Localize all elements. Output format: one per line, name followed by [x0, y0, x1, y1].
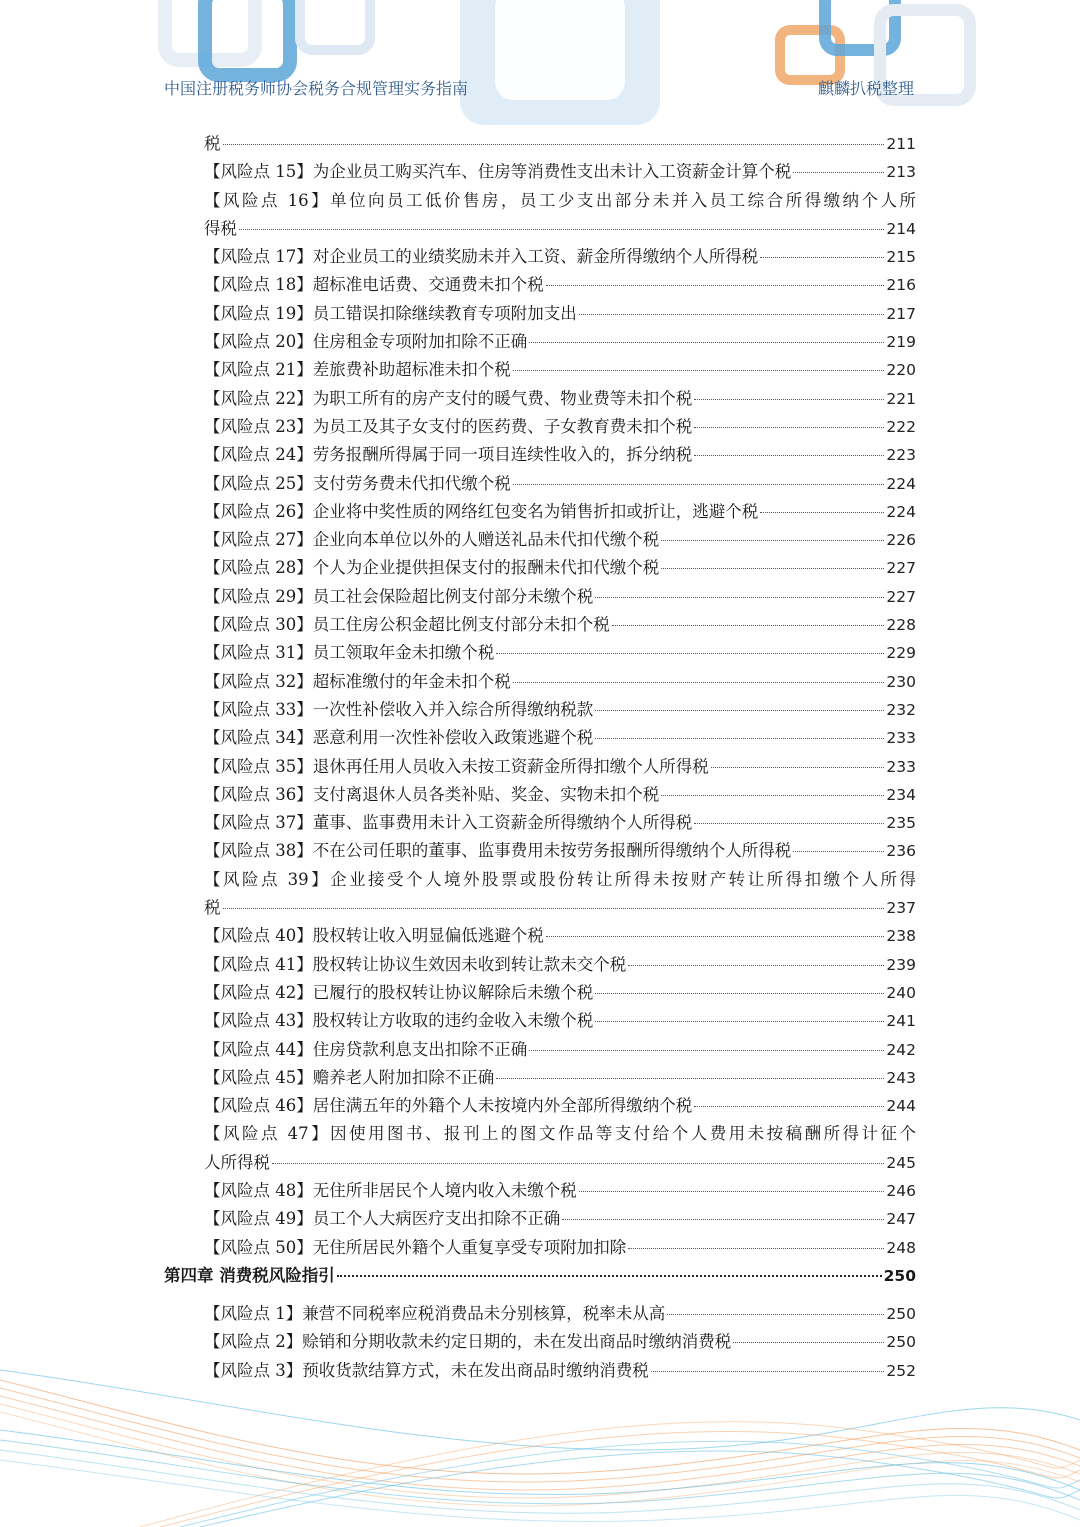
toc-page-number: 233 [886, 757, 916, 776]
toc-page-number: 247 [886, 1210, 916, 1229]
toc-entry-title: 【风险点 50】无住所居民外籍个人重复享受专项附加扣除 [204, 1237, 627, 1257]
toc-entry-title-continuation: 税 [204, 898, 221, 918]
toc-leader-dots [760, 512, 884, 513]
toc-leader-dots [661, 795, 884, 796]
toc-entry[interactable] [204, 1328, 916, 1356]
toc-entry[interactable] [204, 526, 916, 554]
header-source: 麒麟扒税整理 [817, 79, 914, 98]
toc-entry-title: 【风险点 34】恶意利用一次性补偿收入政策逃避个税 [204, 728, 594, 748]
toc-entry-title: 【风险点 18】超标准电话费、交通费未扣个税 [204, 275, 544, 295]
toc-leader-dots [595, 710, 884, 711]
toc-entry-title: 【风险点 23】为员工及其子女支付的医药费、子女教育费未扣个税 [204, 416, 693, 436]
toc-entry[interactable] [204, 243, 916, 271]
toc-entry-title-continuation: 人所得税 [204, 1152, 270, 1172]
toc-entry-title: 【风险点 31】员工领取年金未扣缴个税 [204, 643, 495, 663]
toc-leader-dots [667, 1314, 884, 1315]
toc-entry-title: 【风险点 1】兼营不同税率应税消费品未分别核算，税率未从高 [204, 1304, 666, 1323]
header-decoration [0, 0, 1080, 140]
toc-entry[interactable] [204, 583, 916, 611]
toc-entry-title: 【风险点 26】企业将中奖性质的网络红包变名为销售折扣或折让，逃避个税 [204, 501, 759, 521]
toc-leader-dots [239, 229, 884, 230]
toc-page-number: 229 [886, 644, 916, 663]
toc-entry-title: 【风险点 43】股权转让方收取的违约金收入未缴个税 [204, 1011, 594, 1031]
toc-entry-title: 【风险点 17】对企业员工的业绩奖励未并入工资、薪金所得缴纳个人所得税 [204, 247, 759, 267]
toc-entry-title: 【风险点 35】退休再任用人员收入未按工资薪金所得扣缴个人所得税 [204, 756, 709, 776]
toc-leader-dots [694, 823, 884, 824]
toc-entry-title: 【风险点 44】住房贷款利息支出扣除不正确 [204, 1039, 528, 1059]
toc-page-number: 214 [886, 219, 916, 238]
toc-page-number: 211 [886, 135, 916, 153]
toc-entry[interactable] [204, 894, 916, 922]
toc-entry[interactable] [204, 979, 916, 1007]
toc-entry[interactable] [204, 554, 916, 582]
toc-leader-dots [694, 399, 884, 400]
toc-leader-dots [595, 993, 884, 994]
toc-page-number: 252 [886, 1361, 916, 1380]
toc-page-number: 245 [886, 1153, 916, 1172]
toc-page-number: 217 [886, 304, 916, 323]
toc-entry[interactable] [204, 1177, 916, 1205]
toc-entry[interactable] [204, 470, 916, 498]
toc-entry-continuation[interactable] [204, 130, 916, 158]
toc-entry[interactable] [204, 215, 916, 243]
toc-entry-title: 【风险点 49】员工个人大病医疗支出扣除不正确 [204, 1209, 561, 1229]
toc-leader-dots [496, 653, 884, 654]
toc-entry-title: 【风险点 33】一次性补偿收入并入综合所得缴纳税款 [204, 699, 594, 719]
toc-page-number: 234 [886, 785, 916, 804]
toc-entry-title: 【风险点 15】为企业员工购买汽车、住房等消费性支出未计入工资薪金计算个税 [204, 162, 792, 182]
toc-page-number: 222 [886, 417, 916, 436]
toc-leader-dots [223, 908, 885, 909]
toc-entry[interactable] [204, 1205, 916, 1233]
toc-entry[interactable] [204, 271, 916, 299]
toc-entry-title: 【风险点 46】居住满五年的外籍个人未按境内外全部所得缴纳个税 [204, 1096, 693, 1116]
toc-leader-dots [651, 1371, 885, 1372]
toc-leader-dots [529, 1050, 884, 1051]
toc-entry-title: 【风险点 2】赊销和分期收款未约定日期的，未在发出商品时缴纳消费税 [204, 1332, 732, 1352]
toc-entry[interactable] [204, 837, 916, 865]
toc-entry[interactable] [204, 951, 916, 979]
toc-leader-dots [694, 1106, 884, 1107]
toc-page-number: 241 [886, 1012, 916, 1031]
toc-leader-dots [272, 1163, 884, 1164]
toc-leader-dots [579, 1191, 885, 1192]
toc-leader-dots [513, 370, 885, 371]
toc-entry-title: 【风险点 30】员工住房公积金超比例支付部分未扣个税 [204, 615, 610, 635]
toc-leader-dots [579, 314, 885, 315]
toc-leader-dots [628, 965, 884, 966]
toc-entry-title: 【风险点 24】劳务报酬所得属于同一项目连续性收入的，拆分纳税 [204, 445, 693, 465]
toc-leader-dots [513, 484, 885, 485]
toc-page-number: 215 [886, 248, 916, 267]
toc-entry-title-continuation: 得税 [204, 218, 237, 238]
toc-leader-dots [223, 144, 885, 145]
toc-leader-dots [793, 851, 884, 852]
toc-entry-title: 【风险点 25】支付劳务费未代扣代缴个税 [204, 473, 511, 493]
toc-leader-dots [694, 455, 884, 456]
toc-entry[interactable] [204, 668, 916, 696]
toc-leader-dots [513, 682, 885, 683]
toc-page-number: 235 [886, 814, 916, 833]
toc-entry-title: 【风险点 3】预收货款结算方式，未在发出商品时缴纳消费税 [204, 1360, 649, 1380]
toc-leader-dots [628, 1248, 884, 1249]
toc-entry-title: 【风险点 36】支付离退休人员各类补贴、奖金、实物未扣个税 [204, 784, 660, 804]
toc-entry-title: 【风险点 40】股权转让收入明显偏低逃避个税 [204, 926, 544, 946]
chapter-page-number: 250 [883, 1267, 916, 1285]
toc-entry-title-line[interactable]: 【风险点 16】单位向员工低价售房，员工少支出部分未并入员工综合所得缴纳个人所 [204, 190, 916, 210]
toc-entry-title-line[interactable]: 【风险点 39】企业接受个人境外股票或股份转让所得未按财产转让所得扣缴个人所得 [204, 869, 916, 889]
toc-page-number: 250 [886, 1333, 916, 1352]
toc-leader-dots [661, 540, 884, 541]
toc-entry-title: 【风险点 21】差旅费补助超标准未扣个税 [204, 360, 511, 380]
toc-page-number: 248 [886, 1238, 916, 1257]
toc-leader-dots [793, 172, 884, 173]
toc-entry-title: 【风险点 45】赡养老人附加扣除不正确 [204, 1067, 495, 1087]
toc-entry-title: 【风险点 19】员工错误扣除继续教育专项附加支出 [204, 303, 577, 323]
toc-entry[interactable] [204, 1064, 916, 1092]
toc-page-number: 240 [886, 983, 916, 1002]
toc-entry[interactable] [204, 1357, 916, 1385]
toc-leader-dots [733, 1342, 884, 1343]
toc-entry-title: 【风险点 38】不在公司任职的董事、监事费用未按劳务报酬所得缴纳个人所得税 [204, 841, 792, 861]
toc-leader-dots [661, 568, 884, 569]
toc-entry-title: 【风险点 27】企业向本单位以外的人赠送礼品未代扣代缴个税 [204, 530, 660, 550]
toc-leader-dots [595, 738, 884, 739]
toc-leader-dots [595, 597, 884, 598]
toc-leader-dots [546, 936, 885, 937]
toc-entry[interactable] [204, 1300, 916, 1328]
toc-page-number: 250 [886, 1305, 916, 1323]
toc-leader-dots [612, 625, 885, 626]
toc-entry[interactable] [204, 300, 916, 328]
toc-entry[interactable] [204, 809, 916, 837]
toc-page-number: 246 [886, 1181, 916, 1200]
toc-entry[interactable] [204, 611, 916, 639]
toc-entry[interactable] [204, 1007, 916, 1035]
toc-entry-title: 【风险点 28】个人为企业提供担保支付的报酬未代扣代缴个税 [204, 558, 660, 578]
toc-entry[interactable] [204, 1092, 916, 1120]
toc-leader-dots [694, 427, 884, 428]
toc-page-number: 233 [886, 729, 916, 748]
toc-entry-title: 【风险点 20】住房租金专项附加扣除不正确 [204, 332, 528, 352]
toc-entry[interactable] [204, 781, 916, 809]
toc-entry[interactable] [204, 922, 916, 950]
toc-leader-dots [711, 767, 885, 768]
toc-entry-title-line[interactable]: 【风险点 47】因使用图书、报刊上的图文作品等支付给个人费用未按稿酬所得计征个 [204, 1124, 916, 1144]
toc-entry[interactable] [204, 158, 916, 186]
toc-page-number: 224 [886, 474, 916, 493]
toc-page-number: 223 [886, 446, 916, 465]
toc-chapter-heading[interactable] [164, 1262, 916, 1290]
toc-entry[interactable] [204, 1036, 916, 1064]
toc-page-number: 244 [886, 1097, 916, 1116]
toc-entry[interactable] [204, 498, 916, 526]
toc-entry[interactable] [204, 328, 916, 356]
table-of-contents-chapter-4 [204, 1300, 916, 1385]
toc-page-number: 220 [886, 361, 916, 380]
toc-page-number: 238 [886, 927, 916, 946]
toc-leader-dots [562, 1219, 884, 1220]
toc-page-number: 239 [886, 955, 916, 974]
toc-entry-title: 税 [204, 134, 221, 153]
toc-entry[interactable] [204, 753, 916, 781]
header-document-title: 中国注册税务师协会税务合规管理实务指南 [164, 79, 469, 98]
toc-leader-dots [760, 257, 884, 258]
toc-page-number: 227 [886, 587, 916, 606]
toc-entry[interactable] [204, 639, 916, 667]
toc-entry[interactable] [204, 724, 916, 752]
toc-page-number: 224 [886, 502, 916, 521]
toc-page-number: 237 [886, 899, 916, 918]
toc-leader-dots [595, 1021, 884, 1022]
chapter-leader-dots [337, 1275, 882, 1277]
toc-page-number: 219 [886, 333, 916, 352]
toc-page-number: 213 [886, 163, 916, 182]
toc-page-number: 232 [886, 700, 916, 719]
table-of-contents [204, 130, 916, 1262]
toc-entry[interactable] [204, 356, 916, 384]
chapter-title: 第四章 消费税风险指引 [164, 1266, 335, 1285]
toc-page-number: 242 [886, 1040, 916, 1059]
toc-entry-title: 【风险点 41】股权转让协议生效因未收到转让款未交个税 [204, 954, 627, 974]
toc-page-number: 227 [886, 559, 916, 578]
toc-page-number: 236 [886, 842, 916, 861]
toc-entry-title: 【风险点 29】员工社会保险超比例支付部分未缴个税 [204, 586, 594, 606]
toc-entry-title: 【风险点 32】超标准缴付的年金未扣个税 [204, 671, 511, 691]
toc-page-number: 243 [886, 1068, 916, 1087]
toc-page-number: 216 [886, 276, 916, 295]
toc-entry[interactable] [204, 441, 916, 469]
toc-entry[interactable] [204, 696, 916, 724]
toc-entry[interactable] [204, 1234, 916, 1262]
toc-entry-title: 【风险点 42】已履行的股权转让协议解除后未缴个税 [204, 982, 594, 1002]
toc-leader-dots [496, 1078, 884, 1079]
toc-entry[interactable] [204, 385, 916, 413]
toc-entry[interactable] [204, 413, 916, 441]
toc-entry-title: 【风险点 37】董事、监事费用未计入工资薪金所得缴纳个人所得税 [204, 813, 693, 833]
toc-page-number: 228 [886, 616, 916, 635]
toc-entry-title: 【风险点 48】无住所非居民个人境内收入未缴个税 [204, 1180, 577, 1200]
toc-leader-dots [529, 342, 884, 343]
toc-page-number: 230 [886, 672, 916, 691]
toc-page-number: 221 [886, 389, 916, 408]
toc-leader-dots [546, 285, 885, 286]
toc-page-number: 226 [886, 531, 916, 550]
toc-entry-title: 【风险点 22】为职工所有的房产支付的暖气费、物业费等未扣个税 [204, 388, 693, 408]
toc-entry[interactable] [204, 1149, 916, 1177]
